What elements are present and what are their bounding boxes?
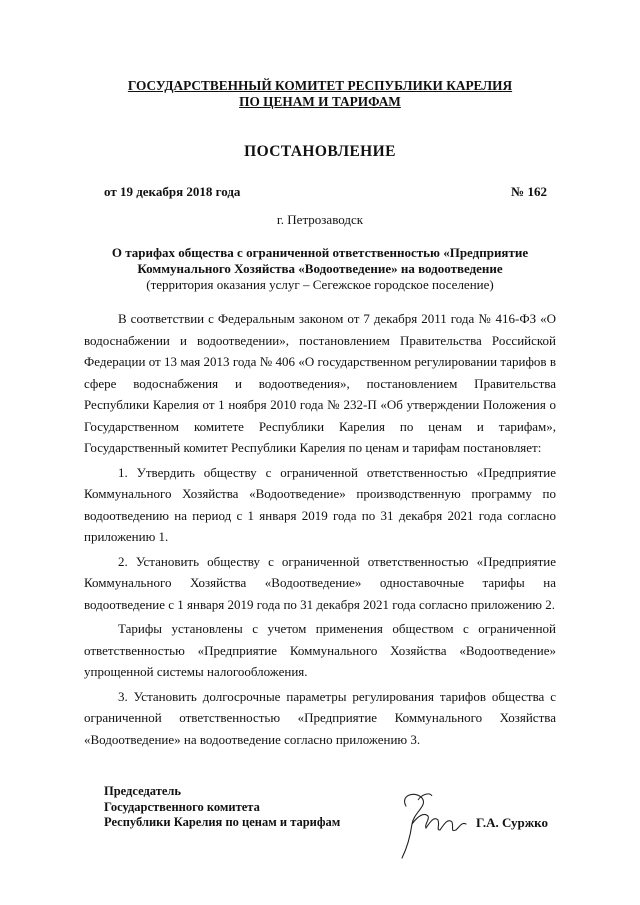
document-date: от 19 декабря 2018 года [104, 184, 241, 199]
subject-territory: (территория оказания услуг – Сегежское городское поселение) [146, 277, 494, 292]
handwritten-signature [392, 786, 474, 864]
tax-note-paragraph: Тарифы установлены с учетом применения обществом с ограниченной ответственностью «Предприятие Коммунального Хозяйства «Водоотведение» упрощенной системы налогообложения. [84, 621, 556, 679]
document-number: № 162 [511, 184, 547, 199]
item-3-paragraph: 3. Установить долгосрочные параметры регулирования тарифов общества с ограниченной ответственностью «Предприятие Коммунального Хозяйства «Водоотведение» на водоотведение согласно приложению 3. [84, 688, 556, 747]
item-1-paragraph: 1. Утвердить обществу с ограниченной ответственностью «Предприятие Коммунального Хозяйства «Водоотведение» производственную программу по водоотведению на период с 1 января 2019 года по 31 декабря 2021 года согласно приложению 1. [84, 464, 556, 544]
document-city: г. Петрозаводск [276, 212, 364, 227]
subject-line2: Коммунального Хозяйства «Водоотведение» на водоотведение [137, 261, 503, 276]
signatory-title [104, 784, 340, 831]
signatory-title-line3: Республики Карелия по ценам и тарифам [104, 815, 341, 829]
signatory-title-line2: Государственного комитета [104, 799, 260, 814]
org-name-line1: ГОСУДАРСТВЕННЫЙ КОМИТЕТ РЕСПУБЛИКИ КАРЕЛИЯ [127, 78, 513, 93]
signatory-title-line1: Председатель [104, 784, 182, 798]
organization-header [0, 78, 640, 110]
item-2-paragraph: 2. Установить обществу с ограниченной ответственностью «Предприятие Коммунального Хозяйства «Водоотведение» одноставочные тарифы на водоотведение с 1 января 2019 года по 31 декабря 2021 года согласно приложению 2. [84, 553, 556, 612]
document-subject [110, 245, 530, 293]
subject-line1: О тарифах общества с ограниченной ответственностью «Предприятие [111, 245, 529, 260]
org-name-line2: ПО ЦЕНАМ И ТАРИФАМ [239, 94, 401, 109]
document-type-title: ПОСТАНОВЛЕНИЕ [244, 143, 396, 160]
signatory-name: Г.А. Суржко [476, 815, 548, 830]
document-body [84, 308, 556, 753]
intro-paragraph: В соответствии с Федеральным законом от 7 декабря 2011 года № 416-ФЗ «О водоснабжении и водоотведении», постановлением Правительства Российской Федерации от 13 мая 2013 года № 406 «О государственном регулировании тарифов в сфере водоснабжения и водоотведения», постановлением Правительства Республики Карелия от 1 ноября 2010 года № 232-П «Об утверждении Положения о Государственном комитете Республики Карелия по ценам и тарифам», Государственный комитет Республики Карелия по ценам и тарифам постановляет: [84, 311, 556, 455]
